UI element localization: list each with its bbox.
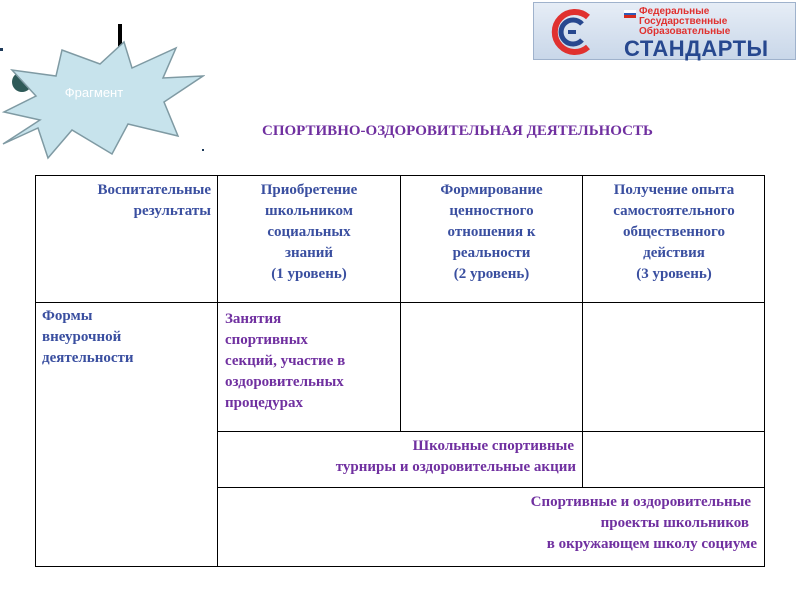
level2-line: ценностного	[449, 203, 534, 219]
logo-line-3: Образовательные	[639, 26, 731, 37]
level1-line: социальных	[267, 224, 351, 240]
tournaments-line: турниры и оздоровительные акции	[335, 459, 576, 475]
forms-label-line: деятельности	[42, 350, 134, 366]
russian-flag-icon	[624, 10, 636, 18]
tournaments-line: Школьные спортивные	[412, 438, 574, 454]
level1-line: Приобретение	[260, 182, 358, 198]
activity-table	[35, 175, 765, 567]
flag-stripe-red	[624, 15, 636, 18]
projects-cell	[220, 492, 757, 555]
logo-main-text: СТАНДАРТЫ	[624, 36, 769, 61]
column-divider	[582, 176, 583, 487]
level3-line: общественного	[622, 224, 725, 240]
tournaments-cell	[220, 436, 576, 478]
results-header-cell	[46, 180, 211, 222]
projects-line: проекты школьников	[600, 515, 749, 531]
fragment-badge	[0, 40, 205, 160]
sports-sections-cell	[225, 309, 397, 414]
level2-line: реальности	[452, 245, 531, 261]
level3-line: (3 уровень)	[636, 266, 712, 282]
forms-label-cell	[42, 306, 212, 369]
level2-header-cell	[403, 180, 580, 285]
logo-line-1: Федеральные	[639, 6, 710, 17]
results-header-text: Воспитательные результаты	[97, 182, 211, 219]
level2-line: Формирование	[440, 182, 543, 198]
row-divider	[217, 487, 764, 488]
forms-label-line: Формы	[42, 308, 93, 324]
logo-line-2: Государственные	[639, 16, 728, 27]
level1-line: знаний	[284, 245, 334, 261]
sections-line: спортивных	[225, 332, 308, 348]
level2-line: отношения к	[447, 224, 536, 240]
sections-line: Занятия	[225, 311, 282, 327]
column-divider	[400, 176, 401, 431]
projects-line: в окружающем школу социуме	[546, 536, 757, 552]
fgos-standards-logo	[533, 2, 796, 60]
forms-label-line: внеурочной	[42, 329, 122, 345]
level2-line: (2 уровень)	[453, 266, 530, 282]
standards-logo-icon	[542, 7, 606, 57]
level3-header-cell	[585, 180, 763, 285]
level3-line: действия	[643, 245, 705, 261]
level1-line: (1 уровень)	[271, 266, 347, 282]
sections-line: оздоровительных	[225, 374, 344, 390]
logo-subtitle	[639, 7, 789, 37]
sections-line: процедурах	[225, 395, 304, 411]
column-divider	[217, 176, 218, 566]
projects-line: Спортивные и оздоровительные	[530, 494, 751, 510]
level1-line: школьником	[265, 203, 353, 219]
page-title: СПОРТИВНО-ОЗДОРОВИТЕЛЬНАЯ ДЕЯТЕЛЬНОСТЬ	[262, 123, 653, 139]
fragment-label: Фрагмент	[64, 85, 124, 100]
level3-line: Получение опыта	[613, 182, 735, 198]
level1-header-cell	[220, 180, 398, 285]
row-divider	[217, 431, 764, 432]
sections-line: секций, участие в	[225, 353, 346, 369]
level3-line: самостоятельного	[613, 203, 735, 219]
